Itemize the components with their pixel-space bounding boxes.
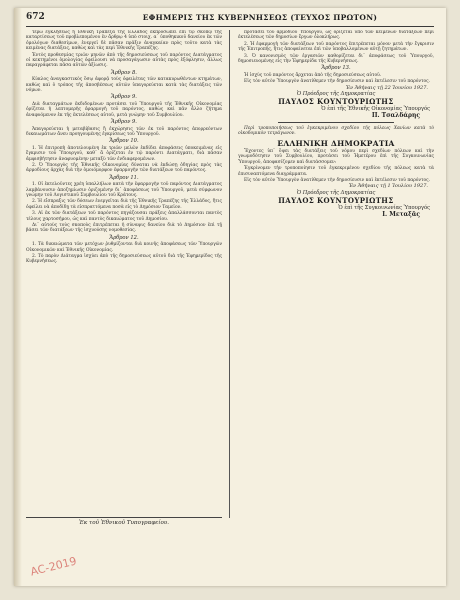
- paragraph: 2. Ὁ Ὑπουργὸς τῆς Ἐθνικῆς Οἰκονομίας δύναται νὰ ἐκδώσῃ ὁδηγίας πρὸς τὰς ἁρμοδίους ἀρχὰς διὰ τὴν ὁμοιόμορφον ἐφαρμογὴν τῶν διατάξεων τοῦ παρόντος.: [26, 162, 222, 174]
- article-heading: Ἄρθρον 13.: [321, 65, 351, 72]
- left-column: [26, 30, 222, 516]
- paragraph: Εἰς τὸν αὐτὸν Ὑπουργὸν ἀνατίθεμεν τὴν δημοσίευσιν καὶ ἐκτέλεσιν τοῦ παρόντος.: [244, 79, 431, 85]
- paragraph: Εἰς τὸν αὐτὸν Ὑπουργὸν ἀνατίθεμεν τὴν δημοσίευσιν καὶ ἐκτέλεσιν τοῦ παρόντος.: [244, 177, 431, 183]
- paragraph: 1. Οἱ ἐκτελοῦντες χρέη ὑπαλλήλων κατὰ τὴν ἐφαρμογὴν τοῦ παρόντος Διατάγματος λαμβάνουσιν ἀποζημίωσιν ὁριζομένην δι᾽ ἀποφάσεως τοῦ Ὑπουργοῦ, μετὰ σύμφωνον γνώμην τοῦ Λογιστικοῦ Συμβουλίου τοῦ Κράτους.: [26, 182, 222, 198]
- article-heading: Ἄρθρον 8.: [111, 69, 137, 76]
- decree-date: Ἐν Ἀθήναις τῇ 22 Ἰουνίου 1927.: [345, 84, 428, 91]
- paragraph: 2. Ἡ ἐφαρμογὴ τῶν διατάξεων τοῦ παρόντος ἐπιτρέπεται μόνον μετὰ τὴν ἔγκρισιν τῆς Ἐπιτροπῆς, ἥτις ἀποφαίνεται ἐπὶ τῶν ὑποβαλλομένων αὐτῇ ζητημάτων.: [238, 41, 434, 53]
- article-heading: Ἄρθρον 10.: [109, 138, 139, 145]
- minister-role: Ὁ ἐπὶ τῆς Συγκοινωνίας Ὑπουργός: [338, 204, 430, 211]
- printer-imprint: Ἐκ τοῦ Ἐθνικοῦ Τυπογραφείου.: [78, 520, 170, 526]
- paragraph: τέρω ἐγκλήσεως ἡ Ἐθνικὴ Τράπεζα τῆς Ἑλλάδος ἐκπροσωπεῖ ἐπὶ τῷ σκοπῷ τῆς καταρτίσεως τοῦ προβλεπομένου ἐν ἄρθρῳ 4 ὑπὸ στοιχ. α΄ ὑποθηκικοῦ δανείου ἐκ τῶν ὁμολόγων διαθεσίμων, ἐνεργεῖ δὲ πᾶσαν πρᾶξιν ἀναγκαίαν πρὸς τοῦτο κατὰ τὰς κειμένας διατάξεις, καθὼς καὶ τὰς περὶ Ἐθνικῆς Τραπέζης.: [26, 30, 222, 52]
- page-binding-edge: [14, 8, 22, 586]
- decree-subject: Περὶ τροποποιήσεως τοῦ ἐγκεκριμένου σχεδίου τῆς πόλεως Χανίων κατὰ τὸ οἰκοδομικὸν τετράγωνον.: [238, 125, 434, 137]
- section-rule: [278, 122, 394, 123]
- paragraph: Ἀπαγορεύεται ἡ μεταβίβασις ἢ ἐκχώρησις τῶν ἐκ τοῦ παρόντος ἀπορρεόντων δικαιωμάτων ἄνευ προηγουμένης ἐγκρίσεως τοῦ Ὑπουργοῦ.: [26, 126, 222, 137]
- minister-name: Π. Τσαλδάρης: [371, 112, 420, 120]
- page-number: 672: [26, 12, 45, 22]
- page-header: [26, 12, 434, 27]
- paragraph: 3. Ὁ κανονισμὸς τῶν ἐργασιῶν καθορίζεται δι᾽ ἀποφάσεως τοῦ Ὑπουργοῦ, δημοσιευομένης εἰς τὴν Ἐφημερίδα τῆς Κυβερνήσεως.: [238, 53, 434, 65]
- article-heading: Ἄρθρον 9.: [111, 119, 137, 126]
- paragraph: 2. Τὸ παρὸν Διάταγμα ἰσχύει ἀπὸ τῆς δημοσιεύσεως αὐτοῦ διὰ τῆς Ἐφημερίδος τῆς Κυβερνήσεως.: [26, 254, 222, 265]
- paragraph: προτάσει τοῦ ἁρμοδίου Ὑπουργοῦ, ὡς ὁρίζεται ὑπὸ τῶν κειμένων διατάξεων περὶ ἐκτελέσεως τῶν δημοσίων ἔργων ὁλοκλήρως.: [238, 30, 434, 41]
- paragraph: 1. Ἡ ἐπιτροπὴ ἀποτελουμένη ἐκ τριῶν μελῶν ἐκδίδει ἀποφάσεις ὑποκειμένας εἰς ἔγκρισιν τοῦ Ὑπουργοῦ, καθ᾽ ἃ ὁρίζεται ἐν τῷ παρόντι Διατάγματι, διὰ πᾶσαν ἀμφισβήτησιν ἀναφυομένην μεταξὺ τῶν ἐνδιαφερομένων.: [26, 145, 222, 162]
- handwritten-annotation: AC-2019: [29, 554, 78, 579]
- signatory-name: ΠΑΥΛΟΣ ΚΟΥΝΤΟΥΡΙΩΤΗΣ: [278, 97, 394, 107]
- paragraph: Διὰ διαταγμάτων ἐκδιδομένων προτάσει τοῦ Ὑπουργοῦ τῆς Ἐθνικῆς Οἰκονομίας ὁρίζεται ἡ λεπτομερὴς ἐφαρμογὴ τοῦ παρόντος, καθὼς καὶ πᾶν ἄλλο ζήτημα ἀναφυόμενον ἐκ τῆς ἐκτελέσεως αὐτοῦ, μετὰ γνώμην τοῦ Συμβουλίου.: [26, 101, 222, 118]
- right-column: [238, 30, 434, 516]
- column-divider: [229, 30, 230, 518]
- decree-date: Ἐν Ἀθήναις τῇ 1 Ἰουλίου 1927.: [348, 183, 428, 190]
- paragraph: Ἐντὸς προθεσμίας τριῶν μηνῶν ἀπὸ τῆς δημοσιεύσεως τοῦ παρόντος Διατάγματος οἱ κεκτημένοι ὁμολογίας ὀφείλουσι νὰ προσαγάγωσιν αὐτὰς πρὸς ἐξόφλησιν, ἄλλως παραγράφεται πᾶσα αὐτῶν ἀξίωσις.: [26, 52, 222, 69]
- paragraph: 1. Τὰ δικαιώματα τῶν μετόχων ῥυθμίζονται διὰ κοινῆς ἀποφάσεως τῶν Ὑπουργῶν Οἰκονομικῶν καὶ Ἐθνικῆς Οἰκονομίας.: [26, 242, 222, 253]
- paragraph: 2. Ἡ εἴσπραξις τῶν δόσεων ἐνεργεῖται διὰ τῆς Ἐθνικῆς Τραπέζης τῆς Ἑλλάδος, ἥτις ὀφείλει νὰ ἀποδίδῃ τὰ εἰσπραττόμενα ποσὰ εἰς τὸ Δημόσιον Ταμεῖον.: [26, 199, 222, 210]
- article-heading: Ἄρθρον 12.: [109, 234, 139, 241]
- minister-name: Ι. Μεταξᾶς: [382, 210, 420, 218]
- paragraph: Ἐγκρίνομεν τὴν τροποποίησιν τοῦ ἐγκεκριμένου σχεδίου τῆς πόλεως κατὰ τὰ ἐπισυναπτόμενα διαγράμματα.: [238, 166, 434, 177]
- paragraph: Δι᾽ αὐτοὺς τοὺς σκοποὺς ἐπιτρέπεται ἡ σύναψις δανείου διὰ τὸ Δημόσιον ἐπὶ τῇ βάσει τῶν διατάξεων τῆς ἰσχυούσης νομοθεσίας.: [26, 223, 222, 234]
- minister-role: Ὁ ἐπὶ τῆς Ἐθνικῆς Οἰκονομίας Ὑπουργός: [321, 105, 430, 112]
- paragraph: Ἡ ἰσχὺς τοῦ παρόντος ἄρχεται ἀπὸ τῆς δημοσιεύσεως αὐτοῦ.: [244, 72, 382, 78]
- article-heading: Ἄρθρον 11.: [109, 174, 139, 181]
- signatory-role: Ὁ Πρόεδρος τῆς Δημοκρατίας: [296, 189, 376, 196]
- printer-rule: [26, 517, 222, 518]
- signatory-role: Ὁ Πρόεδρος τῆς Δημοκρατίας: [296, 91, 376, 98]
- decree-heading: ΕΛΛΗΝΙΚΗ ΔΗΜΟΚΡΑΤΙΑ: [277, 138, 395, 148]
- paragraph: Ἔχοντες ὑπ᾽ ὄψει τὰς διατάξεις τοῦ νόμου περὶ σχεδίων πόλεων καὶ τὴν γνωμοδότησιν τοῦ Συμβουλίου, προτάσει τοῦ Ἡμετέρου ἐπὶ τῆς Συγκοινωνίας Ὑπουργοῦ, ἀποφασίζομεν καὶ διατάσσομεν:: [238, 148, 434, 165]
- gazette-title: ΕΦΗΜΕΡΙΣ ΤΗΣ ΚΥΒΕΡΝΗΣΕΩΣ (ΤΕΥΧΟΣ ΠΡΩΤΟΝ): [142, 13, 378, 22]
- article-heading: Ἄρθρον 9.: [111, 94, 137, 101]
- paragraph: 3. Αἱ ἐκ τῶν διατάξεων τοῦ παρόντος πηγάζουσαι πράξεις ἀπαλλάσσονται παντὸς τέλους χαρτοσήμου, ὡς καὶ παντὸς δικαιώματος τοῦ Δημοσίου.: [26, 211, 222, 222]
- signatory-name: ΠΑΥΛΟΣ ΚΟΥΝΤΟΥΡΙΩΤΗΣ: [278, 196, 394, 206]
- paragraph: Κύκλος ἀναγκαστικὸς ὅσῳ ἀφορᾷ τοὺς ὀφειλέτας τῶν κατακυρωθέντων κτημάτων, καθὼς καὶ ὁ τρόπος τῆς ἀποσβέσεως αὐτῶν ὑπαγορεύεται κατὰ τὰς διατάξεις τῶν νόμων.: [26, 77, 222, 94]
